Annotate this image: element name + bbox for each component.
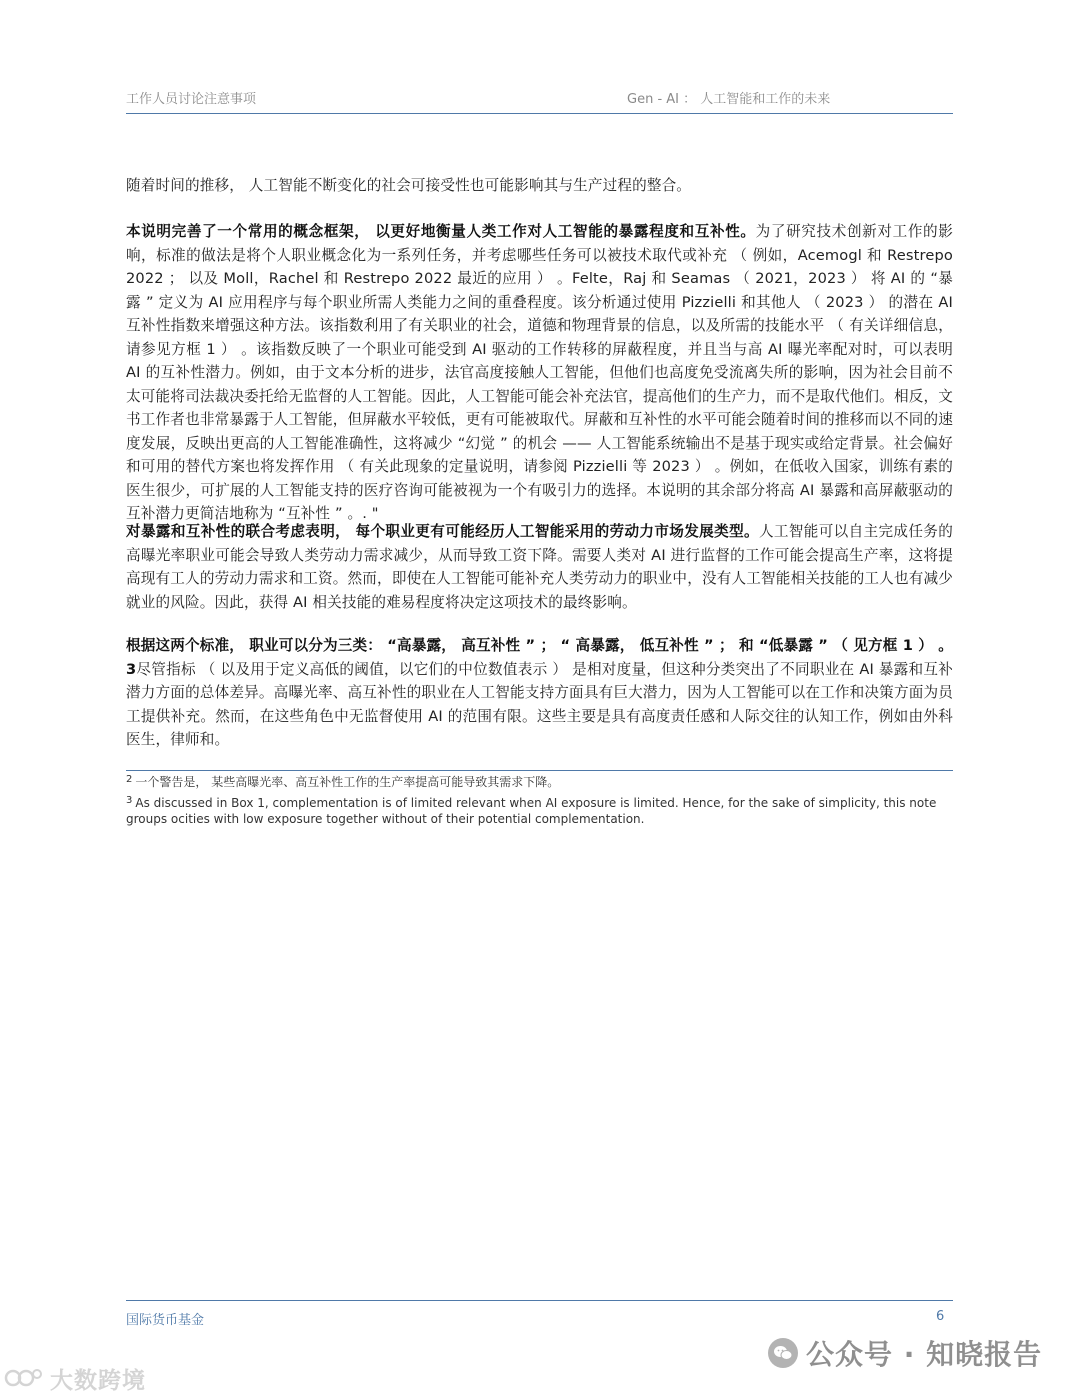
paragraph-1: 随着时间的推移， 人工智能不断变化的社会可接受性也可能影响其与生产过程的整合。 bbox=[126, 177, 692, 194]
paragraph-3-text: 人工智能可以自主完成任务的高曝光率职业可能会导致人类劳动力需求减少，从而导致工资下降。需要人类对 AI 进行监督的工作可能会提高生产率，这将提高现有工人的劳动力需求和工资。然而，即使在人工智能可能补充人类劳动力的职业中，没有人工智能相关技能的工人也有减少就业的风险。因此，获得 AI 相关技能的难易程度将决定这项技术的最终影响。 bbox=[126, 523, 953, 611]
paragraph-4-text: 尽管指标 （ 以及用于定义高低的阈值，以它们的中位数值表示 ） 是相对度量，但这种分类突出了不同职业在 AI 暴露和互补潜力方面的总体差异。高曝光率、高互补性的职业在人工智能支持方面具有巨大潜力，因为人工智能可以在工作和决策方面为员工提供补充。然而，在这些角色中无监督使用 AI 的范围有限。这些主要是具有高度责任感和人际交往的认知工作，例如由外科医生，律师和。 bbox=[126, 660, 953, 748]
header-doc-title: Gen - AI ： 人工智能和工作的未来 bbox=[627, 92, 831, 107]
wechat-watermark bbox=[768, 1333, 1042, 1373]
paragraph-3 bbox=[126, 520, 953, 614]
page-number: 6 bbox=[936, 1309, 945, 1324]
footer-divider bbox=[126, 1300, 953, 1301]
brand-logo-icon bbox=[4, 1365, 44, 1391]
header-doc-type: 工作人员讨论注意事项 bbox=[126, 92, 257, 107]
paragraph-2-lead: 本说明完善了一个常用的概念框架， 以更好地衡量人类工作对人工智能的暴露程度和互补性。 bbox=[126, 223, 756, 240]
footnote-3-number: 3 bbox=[126, 795, 133, 806]
brand-watermark bbox=[4, 1360, 146, 1396]
footnote-divider bbox=[126, 770, 953, 771]
footnote-3-text: As discussed in Box 1, complementation is of limited relevant when AI exposure is limited. Hence, for the sake of simplicity, this note groups ocities with low exposure together without of their potential complementation. bbox=[126, 796, 937, 826]
header-divider bbox=[126, 113, 953, 114]
paragraph-4-lead: 根据这两个标准， 职业可以分为三类： “高暴露， 高互补性 ” ； “ 高暴露， 低互补性 ” ； 和 “低暴露 ” （ 见方框 1 ） 。 3 bbox=[126, 637, 953, 678]
footnote-2-text: 一个警告是， 某些高曝光率、高互补性工作的生产率提高可能导致其需求下降。 bbox=[135, 775, 560, 789]
footnote-3 bbox=[126, 793, 953, 827]
paragraph-2-text: 为了研究技术创新对工作的影响，标准的做法是将个人职业概念化为一系列任务，并考虑哪些任务可以被技术取代或补充 （ 例如，Acemogl 和 Restrepo 2022 ； 以及 Moll，Rachel 和 Restrepo 2022 最近的应用 ） 。Felte，Raj 和 Seamas （ 2021，2023 ） 将 AI 的 “暴露 ” 定义为 AI 应用程序与每个职业所需人类能力之间的重叠程度。该分析通过使用 Pizzielli 和其他人 （ 2023 ） 的潜在 AI 互补性指数来增强这种方法。该指数利用了有关职业的社会，道德和物理背景的信息，以及所需的技能水平 （ 有关详细信息，请参见方框 1 ） 。该指数反映了一个职业可能受到 AI 驱动的工作转移的屏蔽程度，并且当与高 AI 曝光率配对时，可以表明 AI 的互补性潜力。例如，由于文本分析的进步，法官高度接触人工智能，但他们也高度免受流离失所的影响，因为社会目前不太可能将司法裁决委托给无监督的人工智能。因此，人工智能可能会补充法官，提高他们的生产力，而不是取代他们。相反，文书工作者也非常暴露于人工智能，但屏蔽水平较低，更有可能被取代。屏蔽和互补性的水平可能会随着时间的推移而以不同的速度发展，反映出更高的人工智能准确性，这将减少 “幻觉 ” 的机会 —— 人工智能系统输出不是基于现实或给定背景。社会偏好和可用的替代方案也将发挥作用 （ 有关此现象的定量说明，请参阅 Pizzielli 等 2023 ） 。例如，在低收入国家，训练有素的医生很少，可扩展的人工智能支持的医疗咨询可能被视为一个有吸引力的选择。本说明的其余部分将高 AI 暴露和高屏蔽驱动的互补潜力更简洁地称为 “互补性 ” 。. " bbox=[126, 223, 953, 522]
wechat-icon bbox=[768, 1338, 798, 1368]
footer-organization: 国际货币基金 bbox=[126, 1313, 205, 1328]
brand-watermark-text: 大数跨境 bbox=[50, 1367, 146, 1394]
paragraph-2 bbox=[126, 220, 953, 526]
footnote-2-number: 2 bbox=[126, 774, 133, 785]
paragraph-3-lead: 对暴露和互补性的联合考虑表明， 每个职业更有可能经历人工智能采用的劳动力市场发展类型。 bbox=[126, 523, 759, 540]
footnote-2 bbox=[126, 772, 953, 790]
wechat-watermark-text: 公众号 · 知晓报告 bbox=[806, 1338, 1043, 1371]
paragraph-4 bbox=[126, 634, 953, 752]
